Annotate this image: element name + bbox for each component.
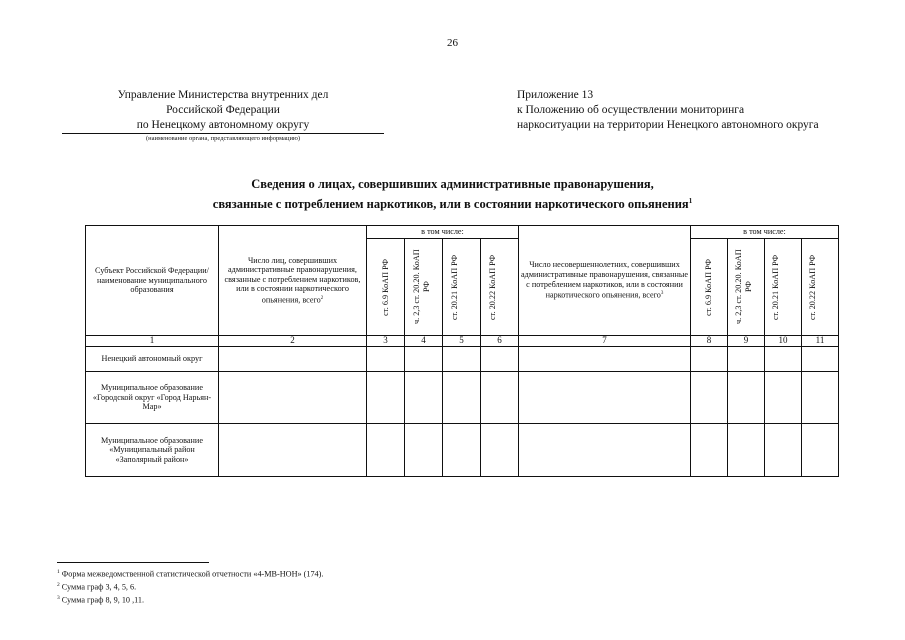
appendix-line-1: Приложение 13 — [517, 89, 594, 101]
data-cell[interactable] — [802, 347, 839, 372]
footnote-1-text: Форма межведомственной статистической отчетности «4-МВ-НОН» (174). — [61, 569, 324, 579]
col-number: 4 — [405, 336, 443, 347]
header-a-art-6-9 — [367, 239, 405, 336]
data-cell[interactable] — [367, 372, 405, 424]
table-row — [86, 347, 839, 372]
data-cell[interactable] — [691, 372, 728, 424]
data-cell[interactable] — [728, 424, 765, 477]
col-number: 2 — [219, 336, 367, 347]
data-cell[interactable] — [405, 372, 443, 424]
col-number: 3 — [367, 336, 405, 347]
org-caption-note: (наименование органа, представляющего информацию) — [145, 135, 301, 142]
header-total-persons-text: Число лиц, совершивших административные правонарушения, связанные с потреблением наркотиков, или в состоянии наркотического опьянения, всего — [224, 255, 361, 305]
header-b-art-20-20-text: ч. 2,3 ст. 20.20. КоАП РФ — [734, 249, 753, 325]
data-cell[interactable] — [367, 347, 405, 372]
header-total-minors-mark: 3 — [660, 291, 664, 297]
footnote-1 — [57, 567, 323, 580]
header-b-art-20-21 — [765, 239, 802, 336]
data-cell[interactable] — [443, 372, 481, 424]
col-number: 11 — [802, 336, 839, 347]
footnote-separator — [57, 562, 209, 563]
data-cell[interactable] — [519, 424, 691, 477]
header-b-art-20-21-text: ст. 20.21 КоАП РФ — [771, 254, 780, 320]
title-footnote-mark: 1 — [688, 197, 693, 205]
data-cell[interactable] — [481, 347, 519, 372]
data-cell[interactable] — [405, 347, 443, 372]
appendix-line-3: наркоситуации на территории Ненецкого автономного округа — [517, 119, 819, 131]
footnote-1-mark: 1 — [57, 569, 60, 575]
data-cell[interactable] — [481, 424, 519, 477]
title-line-1: Сведения о лицах, совершивших административные правонарушения, — [251, 177, 654, 191]
column-number-row — [86, 336, 839, 347]
data-cell[interactable] — [691, 347, 728, 372]
header-b-art-6-9 — [691, 239, 728, 336]
col-number: 7 — [519, 336, 691, 347]
col-number: 6 — [481, 336, 519, 347]
data-cell[interactable] — [728, 347, 765, 372]
footnotes — [57, 567, 323, 607]
row-label-naryan-mar: Муниципальное образование «Городской округ «Город Нарьян-Мар» — [86, 372, 219, 424]
footnote-2-mark: 2 — [57, 582, 60, 589]
row-label-nao: Ненецкий автономный округ — [86, 347, 219, 372]
title-line-2 — [0, 193, 905, 213]
footnote-3-mark: 3 — [57, 595, 60, 602]
col-number: 8 — [691, 336, 728, 347]
data-cell[interactable] — [481, 372, 519, 424]
table-row — [86, 424, 839, 477]
header-b-art-6-9-text: ст. 6.9 КоАП РФ — [704, 258, 713, 316]
header-in-total-b: в том числе: — [691, 226, 839, 239]
header-a-art-20-20 — [405, 239, 443, 336]
header-a-art-20-21-text: ст. 20.21 КоАП РФ — [449, 254, 459, 320]
document-title — [0, 176, 905, 213]
header-a-art-20-22-text: ст. 20.22 КоАП РФ — [487, 254, 497, 320]
appendix-line-2: к Положению об осуществлении мониторинга — [517, 104, 745, 116]
col-number: 1 — [86, 336, 219, 347]
header-a-art-6-9-text: ст. 6.9 КоАП РФ — [380, 258, 390, 316]
col-number: 9 — [728, 336, 765, 347]
header-b-art-20-22-text: ст. 20.22 КоАП РФ — [808, 254, 817, 320]
org-line-3: по Ненецкому автономному округу — [62, 118, 384, 134]
data-cell[interactable] — [802, 372, 839, 424]
title-line-2-text: связанные с потреблением наркотиков, или в состоянии наркотического опьянения — [212, 197, 689, 212]
data-cell[interactable] — [802, 424, 839, 477]
col-number: 5 — [443, 336, 481, 347]
data-cell[interactable] — [443, 424, 481, 477]
footnote-3-text: Сумма граф 8, 9, 10 ,11. — [61, 596, 145, 606]
footnote-2 — [57, 580, 323, 593]
org-line-2: Российской Федерации — [166, 104, 280, 116]
data-cell[interactable] — [219, 347, 367, 372]
data-cell[interactable] — [405, 424, 443, 477]
header-b-art-20-22 — [802, 239, 839, 336]
table-header-row-1 — [86, 226, 839, 239]
header-a-art-20-21 — [443, 239, 481, 336]
data-cell[interactable] — [728, 372, 765, 424]
header-in-total-a: в том числе: — [367, 226, 519, 239]
header-b-art-20-20 — [728, 239, 765, 336]
row-label-zapolyarny: Муниципальное образование «Муниципальный район «Заполярный район» — [86, 424, 219, 477]
col-number: 10 — [765, 336, 802, 347]
data-cell[interactable] — [765, 347, 802, 372]
header-total-persons-mark: 2 — [320, 296, 324, 302]
data-cell[interactable] — [367, 424, 405, 477]
footnote-2-text: Сумма граф 3, 4, 5, 6. — [61, 582, 137, 592]
data-cell[interactable] — [691, 424, 728, 477]
appendix-block — [517, 88, 877, 133]
data-cell[interactable] — [765, 372, 802, 424]
org-line-1: Управление Министерства внутренних дел — [117, 89, 329, 101]
header-subject: Субъект Российской Федерации/ наименование муниципального образования — [86, 226, 219, 336]
report-table — [85, 225, 839, 477]
header-total-minors — [519, 226, 691, 336]
report-table-container — [85, 225, 839, 477]
data-cell[interactable] — [519, 347, 691, 372]
data-cell[interactable] — [219, 372, 367, 424]
data-cell[interactable] — [219, 424, 367, 477]
header-a-art-20-22 — [481, 239, 519, 336]
issuing-organization-block — [62, 88, 384, 143]
header-total-minors-text: Число несовершеннолетних, совершивших административные правонарушения, связанные с потреблением наркотиков, или в состоянии наркотического опьянения, всего — [521, 260, 688, 300]
header-a-art-20-20-text: ч. 2,3 ст. 20.20. КоАП РФ — [411, 249, 431, 325]
footnote-3 — [57, 593, 323, 606]
page-number: 26 — [447, 37, 458, 49]
data-cell[interactable] — [443, 347, 481, 372]
header-total-persons — [219, 226, 367, 336]
data-cell[interactable] — [765, 424, 802, 477]
data-cell[interactable] — [519, 372, 691, 424]
table-row — [86, 372, 839, 424]
